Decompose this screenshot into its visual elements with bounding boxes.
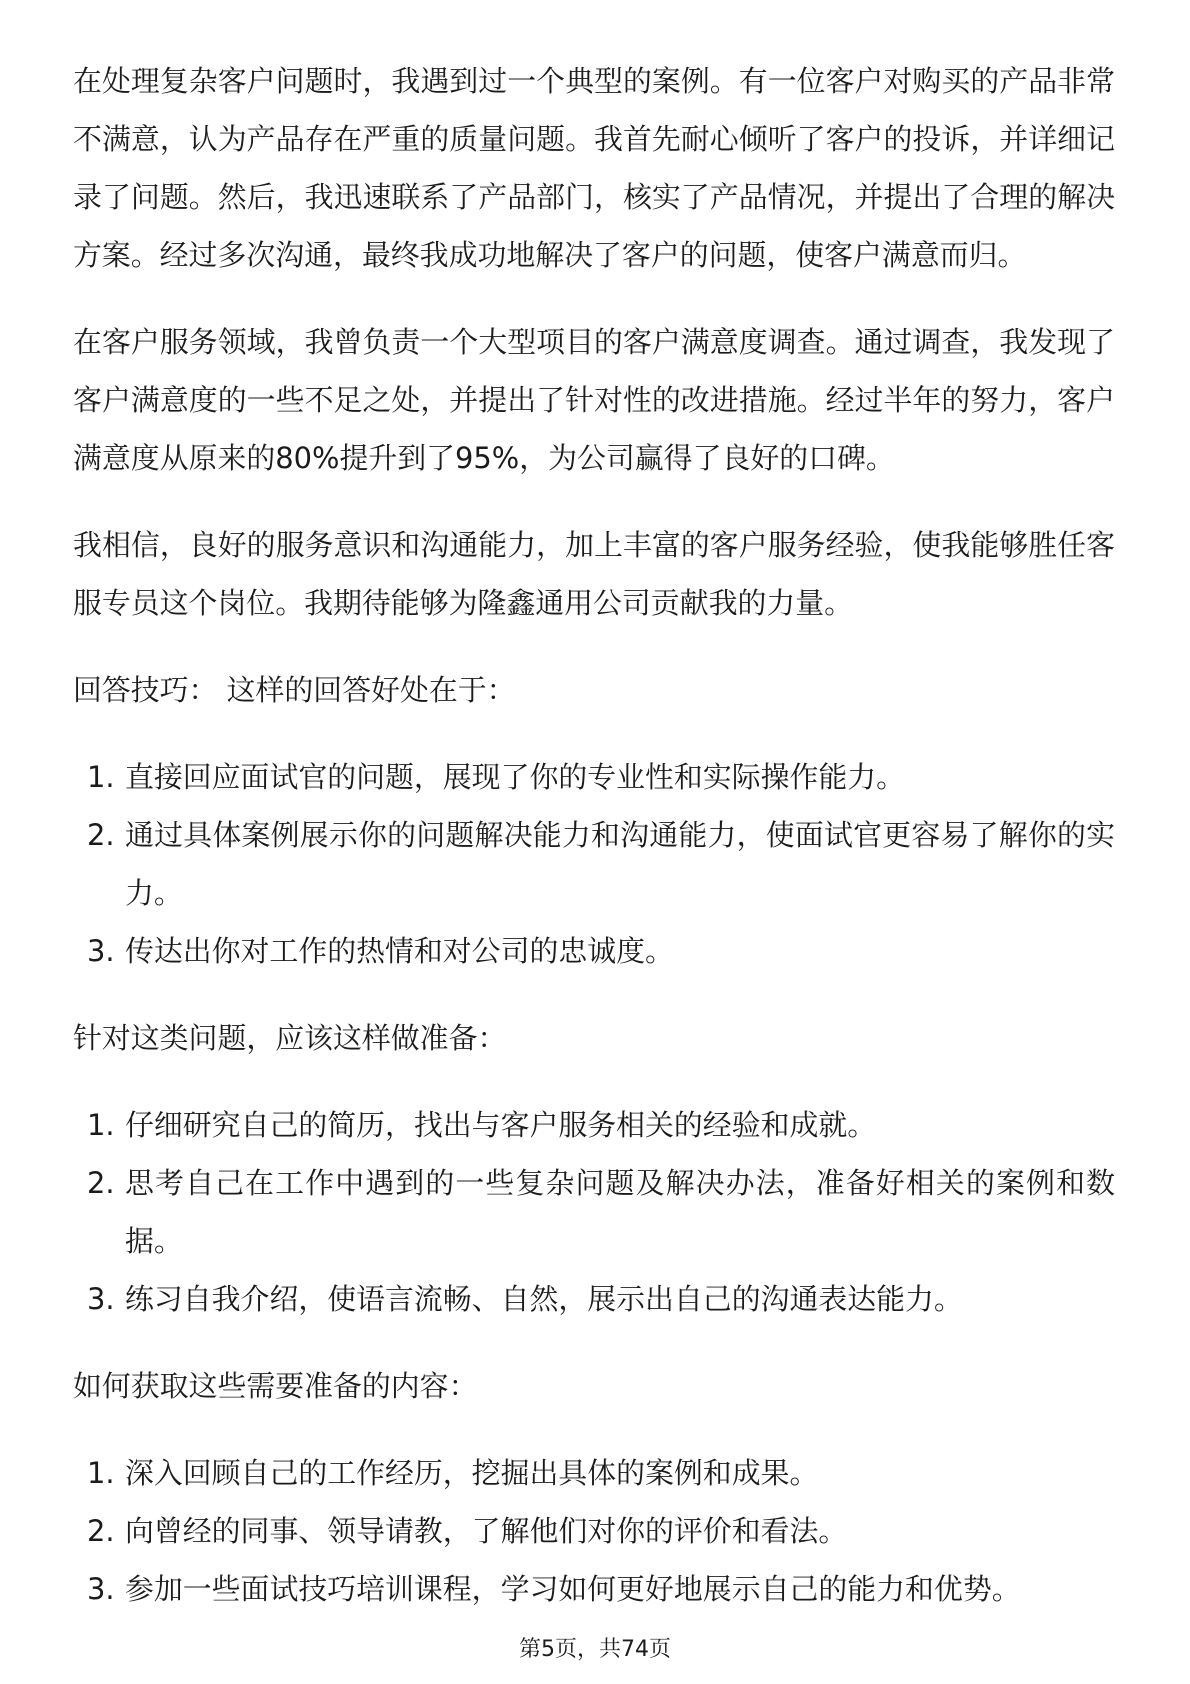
- list-item-text: 思考自己在工作中遇到的一些复杂问题及解决办法，准备好相关的案例和数据。: [125, 1166, 1115, 1258]
- page-content: [73, 52, 1115, 1647]
- section-heading: 回答技巧： 这样的回答好处在于：: [73, 673, 516, 707]
- list-item-text: 直接回应面试官的问题，展现了你的专业性和实际操作能力。: [125, 760, 906, 794]
- list-number: 2.: [87, 818, 115, 852]
- list-item-text: 练习自我介绍，使语言流畅、自然，展示出自己的沟通表达能力。: [125, 1282, 963, 1316]
- list-item: [73, 748, 1115, 806]
- page-number-footer: 第5页，共74页: [519, 1637, 671, 1662]
- list-number: 1.: [87, 1108, 115, 1142]
- numbered-list: [73, 1096, 1115, 1328]
- section-heading: 针对这类问题，应该这样做准备：: [73, 1021, 507, 1055]
- list-item-text: 向曾经的同事、领导请教，了解他们对你的评价和看法。: [125, 1514, 848, 1548]
- numbered-list: [73, 748, 1115, 980]
- list-item-text: 参加一些面试技巧培训课程，学习如何更好地展示自己的能力和优势。: [125, 1572, 1021, 1606]
- body-paragraph: 在处理复杂客户问题时，我遇到过一个典型的案例。有一位客户对购买的产品非常不满意，认为产品存在严重的质量问题。我首先耐心倾听了客户的投诉，并详细记录了问题。然后，我迅速联系了产品部门，核实了产品情况，并提出了合理的解决方案。经过多次沟通，最终我成功地解决了客户的问题，使客户满意而归。: [73, 64, 1115, 272]
- list-number: 3.: [87, 1282, 115, 1316]
- list-number: 3.: [87, 1572, 115, 1606]
- list-item: [73, 1502, 1115, 1560]
- list-number: 3.: [87, 934, 115, 968]
- list-item: [73, 806, 1115, 922]
- list-item-text: 通过具体案例展示你的问题解决能力和沟通能力，使面试官更容易了解你的实力。: [125, 818, 1115, 910]
- list-item: [73, 1154, 1115, 1270]
- list-item: [73, 1270, 1115, 1328]
- body-paragraph: 我相信，良好的服务意识和沟通能力，加上丰富的客户服务经验，使我能够胜任客服专员这个岗位。我期待能够为隆鑫通用公司贡献我的力量。: [73, 528, 1115, 620]
- list-item: [73, 1444, 1115, 1502]
- list-number: 1.: [87, 1456, 115, 1490]
- numbered-list: [73, 1444, 1115, 1618]
- section-heading: 如何获取这些需要准备的内容：: [73, 1369, 478, 1403]
- list-item-text: 传达出你对工作的热情和对公司的忠诚度。: [125, 934, 674, 968]
- list-number: 2.: [87, 1166, 115, 1200]
- list-item-text: 深入回顾自己的工作经历，挖掘出具体的案例和成果。: [125, 1456, 819, 1490]
- list-item: [73, 1560, 1115, 1618]
- list-item: [73, 922, 1115, 980]
- list-item: [73, 1096, 1115, 1154]
- body-paragraph: 在客户服务领域，我曾负责一个大型项目的客户满意度调查。通过调查，我发现了客户满意度的一些不足之处，并提出了针对性的改进措施。经过半年的努力，客户满意度从原来的80%提升到了95%，为公司赢得了良好的口碑。: [73, 325, 1115, 475]
- list-number: 1.: [87, 760, 115, 794]
- list-number: 2.: [87, 1514, 115, 1548]
- list-item-text: 仔细研究自己的简历，找出与客户服务相关的经验和成就。: [125, 1108, 877, 1142]
